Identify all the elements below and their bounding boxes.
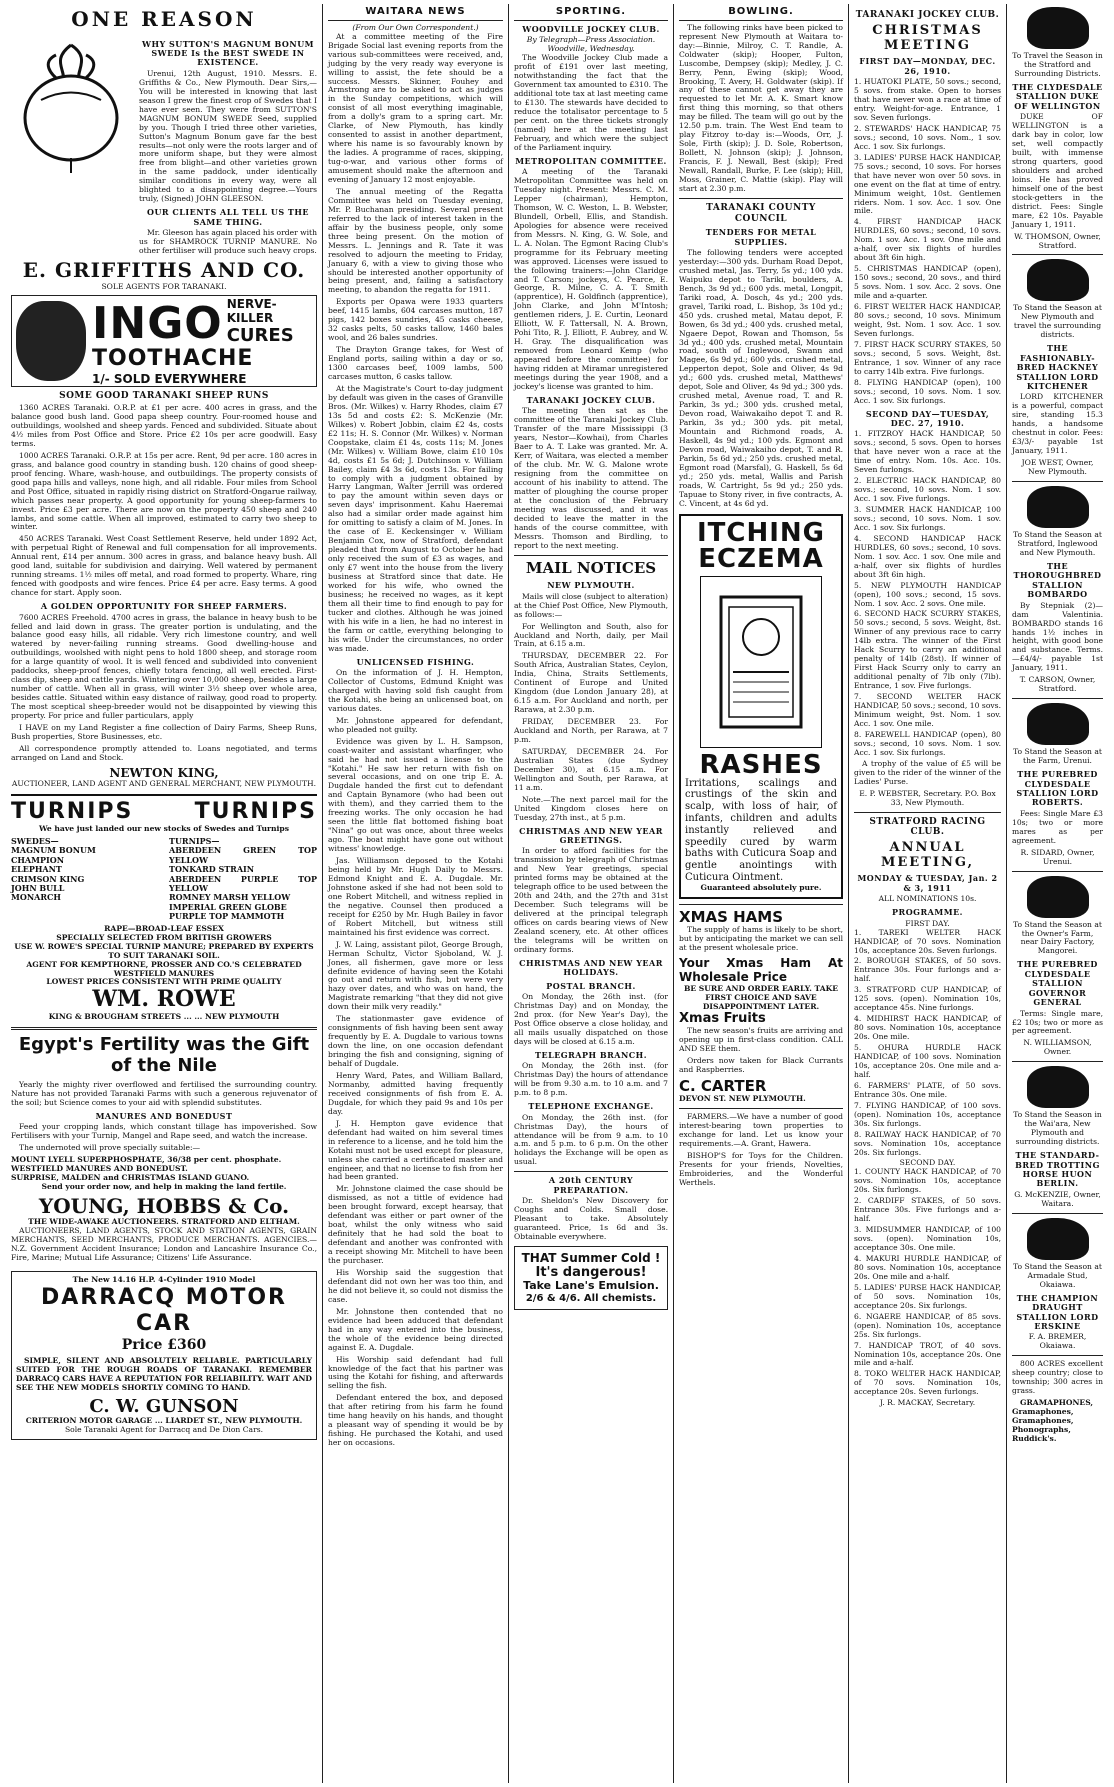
swede-item: JOHN BULL	[11, 883, 65, 893]
column-stallions	[1006, 4, 1108, 1783]
race-entry: 7. SECOND WELTER HACK HANDICAP, 50 sovs.; second, 10 sovs. Minimum weight, 9st. Nom. 1 sov. Acc. 1 sov. One mile.	[854, 692, 1001, 728]
correspondent: (From Our Own Correspondent.)	[352, 22, 479, 32]
mail-item: For Wellington and South, also for Auckland and North, daily, per Mail Train, at 6.15 a.m.	[514, 621, 668, 649]
gramophones-ad: GRAMAPHONES, Gramaphones, Gramaphones, Phonographs, Ruddick's.	[1012, 1398, 1094, 1443]
stud-name: THE CHAMPION DRAUGHT STALLION LORD ERSKINE	[1016, 1292, 1099, 1331]
article-paragraph: On Monday, the 26th inst. (for Christmas Day), the hours of attendance will be from 9 a.m. to 10 a.m. and 5 p.m. to 6 p.m. On the other holidays the Exchange will be open as usual.	[514, 1112, 668, 1167]
article-paragraph: The annual meeting of the Regatta Committee was held on Tuesday evening, Mr. P. Buchanan presiding. Several present referred to the lack of interest taken in the affair by the business people, only some three being present. On the motion of Messrs. L. Jennings and R. Tate it was resolved to adjourn the meeting to Friday, January 6, with a view to giving those who should be interested another opportunity of being present, and, failing a satisfactory meeting, to abandon the regatta for 1911.	[328, 186, 503, 295]
article-paragraph: Evidence was given by L. H. Sampson, coast-waiter and assistant wharfinger, who said he had not issued a license to the "Kotahi." He saw her return with fish on several occasions, and on one trip E. A. Dugdale handed the first cut to defendant and Captain Bynamore (who had been out with them), and they carried them to the freezing works. The only occasion he had seen the little flat bottomed fishing boat "Nina" go out was once, about three weeks ago. The boat might have gone out without witness' knowledge.	[328, 736, 503, 854]
manure-item: SURPRISE, MALDEN and CHRISTMAS ISLAND GUANO.	[11, 1172, 250, 1182]
turnips-tag: We have just landed our new stocks of Swedes and Turnips	[39, 823, 289, 833]
ointment-tin-icon	[701, 577, 821, 747]
horse-icon	[1027, 1218, 1089, 1260]
race-entry: 6. NGAERE HANDICAP, of 85 sovs. (open). Nomination 10s, acceptance 25s. Six furlongs.	[854, 1311, 1001, 1339]
race-entry: 3. LADIES' PURSE HACK HANDICAP, 75 sovs.; second, 10 sovs. For horses that have never won over 50 sovs. in one event on the flat at time of entry. Minimum weight, 10st. Gentlemen riders. Nom. 1 sov. Acc. 1 sov. One mile.	[854, 152, 1001, 216]
run-1000: 1000 ACRES Taranaki. O.R.P. at 15s per acre. Rent, 9d per acre. 180 acres in grass, and balance good country in standing bush. 120 chains of good sheep-proof fencing. Whare, wash-house, and outbuildings. The property consists of good papa hills and valleys, none high, and all ridable. Four miles from School and Post Office, situated in rapidly rising district on Stratford-Ongarue railway, which passes near property. A good opportunity for young sheep-farmers to invest. Price £3 per acre. There are now on the property 450 sheep and 240 lambs, and some cattle. When all improved, estimated to carry two sheep to winter.	[11, 450, 317, 532]
article-paragraph: Mr. Johnstone appeared for defendant, who pleaded not guilty.	[328, 715, 503, 734]
race-entry: 8. FAREWELL HANDICAP (open), 80 sovs.; second, 10 sovs. Nom. 1 sov. Acc. 1 sov. Six furlongs.	[854, 729, 1001, 757]
stud-owner: JOE WEST, Owner, New Plymouth.	[1021, 458, 1094, 477]
egypt-headline: Egypt's Fertility was the Gift of the Nile	[18, 1034, 310, 1077]
swede-item: MAGNUM BONUM	[11, 845, 96, 856]
darracq-body: SIMPLE, SILENT AND ABSOLUTELY RELIABLE. PARTICULARLY SUITED FOR THE ROUGH ROADS OF TARANAKI. REMEMBER DARRACQ CARS HAVE A REPUTATION FOR RELIABILITY. WAIT AND SEE THE NEW MODELS SHORTLY COMING TO HAND.	[16, 1356, 312, 1393]
stud-name: THE STANDARD-BRED TROTTING HORSE HUON BERLIN.	[1015, 1150, 1100, 1189]
sutton-intro: WHY SUTTON'S MAGNUM BONUM SWEDE Is the BEST SWEDE IN EXISTENCE.	[141, 38, 315, 68]
xmas-meeting: CHRISTMAS MEETING	[872, 22, 983, 53]
stud-owner: G. McKENZIE, Owner, Waitara.	[1014, 1189, 1101, 1208]
stud-owner: N. WILLIAMSON, Owner.	[1023, 1038, 1092, 1057]
mail-item: Mails will close (subject to alteration) at the Chief Post Office, New Plymouth, as follows:—	[514, 591, 668, 619]
manure-item: MOUNT LYELL SUPERPHOSPHATE, 36/38 per cent. phosphate.	[11, 1154, 282, 1164]
rowe-manure: USE W. ROWE'S SPECIAL TURNIP MANURE; PREPARED BY EXPERTS TO SUIT TARANAKI SOIL.	[14, 941, 314, 960]
stud-name: THE PUREBRED CLYDESDALE STALLION LORD ROBERTS.	[1016, 769, 1099, 808]
race-entry: 5. CHRISTMAS HANDICAP (open), 150 sovs.; second, 20 sovs., and third 5 sovs. Nom. 1 sov. Acc. 2 sovs. One mile and a-quarter.	[854, 264, 1001, 301]
holidays-heading: CHRISTMAS AND NEW YEAR HOLIDAYS.	[519, 957, 663, 978]
telegraph-heading: TELEGRAPH BRANCH.	[535, 1049, 647, 1060]
all-noms: ALL NOMINATIONS 10s.	[878, 894, 977, 904]
race-entry: 8. FLYING HANDICAP (open), 100 sovs.; second, 10 sovs. Nom. 1 sov. Acc. 1 sov. Six furlongs.	[854, 377, 1001, 405]
ingo-ad	[11, 295, 317, 387]
article-paragraph: On the information of J. H. Hempton, Collector of Customs, Edmund Knight was charged with having sold fish caught from the Kotahi, she being an unlicensed boat, on various dates.	[328, 668, 503, 713]
lanes-emulsion-ad	[514, 1246, 668, 1310]
rape: RAPE—BROAD-LEAF ESSEX	[104, 923, 224, 933]
sporting-heading: SPORTING.	[514, 6, 668, 21]
column-racing	[848, 4, 1006, 1783]
swede-item: ELEPHANT	[11, 864, 62, 875]
cuticura-illustration	[700, 576, 822, 748]
run-7600: 7600 ACRES Freehold. 4700 acres in grass, the balance in heavy bush to be felled and laid down in grass. The greater portion is undulating, and the balance good easy hills, all ridable. Very rich limestone country, and well watered by never-failing running streams. Good dwelling-house and outbuildings, woolshed with night pens to hold 1800 sheep, and storage room for a large quantity of wool. It is well fenced and subdivided into convenient paddocks, sheep-proof fences, chiefly totara fencing, all well erected. First-class dip, sheep and cattle yards. Wintering over 10,000 sheep, besides a large number of cattle. When all in grass, will winter 3½ sheep over whole area, besides cattle. Situated within easy distance of railway, good road to property. The most sceptical sheep-breeder would not be disappointed by viewing this property. For price and fuller particulars, apply	[11, 612, 317, 721]
race-entry: 1. FITZROY HACK HANDICAP, 50 sovs.; second, 5 sovs. Open to horses that have never won a race at the time of entry. Nom. 10s. Acc. 10s. Seven furlongs.	[854, 429, 1001, 475]
article-paragraph: The meeting then sat as the committee of the Taranaki Jockey Club. Transfer of the mare Mississippi (3 years, Nestor—Kowhai), from Charles Baer to A. T. Lake was granted. Mr. A. Kerr, of Waitara, was elected a member of the club. Mr. W. G. Malone wrote resigning from the committee on account of his inability to attend. The matter of ploughing the course proper at the conclusion of the February meeting was discussed, and it was decided to leave the matter in the hands of the course committee, with Messrs. Thomson and Birdling, to report to the next meeting.	[514, 406, 668, 550]
swede-item: CRIMSON KING	[11, 873, 85, 884]
stud-name: THE CLYDESDALE STALLION DUKE OF WELLINGTON	[1012, 81, 1103, 111]
ingo-everywhere: 1/- SOLD EVERYWHERE	[92, 372, 247, 387]
stud-name: THE FASHIONABLY-BRED HACKNEY STALLION LORD KITCHENER	[1016, 343, 1099, 392]
lowest-prices: LOWEST PRICES CONSISTENT WITH PRIME QUALITY	[46, 977, 282, 987]
race-entry: 5. NEW PLYMOUTH HANDICAP (open), 100 sovs.; second, 15 sovs. Nom. 1 sov. Acc. 2 sovs. One mile.	[854, 580, 1001, 608]
mail-place: NEW PLYMOUTH.	[547, 580, 635, 591]
postal-heading: POSTAL BRANCH.	[546, 980, 636, 991]
column-sporting	[508, 4, 673, 1783]
metro-heading: METROPOLITAN COMMITTEE.	[515, 155, 667, 166]
race-entry: 2. STEWARDS' HACK HANDICAP, 75 sovs.; second, 10 sovs. Nom., 1 sov. Acc. 1 sov. Six furlongs.	[854, 123, 1001, 151]
stud-travel: To Stand the Season at the Farm, Urenui.	[1013, 747, 1102, 766]
swede-item: MONARCH	[11, 892, 61, 903]
xmas-greetings-heading: CHRISTMAS AND NEW YEAR GREETINGS.	[519, 825, 663, 846]
article-paragraph: The following rinks have been picked to represent New Plymouth at Waitara to-day:—Binnie, Milroy, C. T. Randle, A. Coldwater (skip); Hooper, Fulton, Luscombe, Dempsey (skip); Medley, J. C. Berry, Penn, Ewing (skip); Wood, Brooking, T. Avery, H. Goldwater (skip). If any of these cannot get away they are requested to let Mr. A. K. Smart know first thing this morning, so that others may be filled. The team will go out by the 12.50 p.m. train. The West End team to play Fitzroy to-day is:—Woods, Orr, J. Sole, Firth (skip); J. D. Sole, Robertson, Bollett, N. Johnson (skip); J. Johnson, Francis, F. J. Newall, Best (skip); Fred Newall, Randall, Burke, F. Lee (skip); Hill, Moss, Grainer, C. Mattie (skip). Play will start at 2.30 p.m.	[679, 22, 843, 193]
race-entry: 1. COUNTY HACK HANDICAP, of 70 sovs. Nomination 10s, acceptance 20s. Six furlongs.	[854, 1167, 1001, 1195]
hams-body: The supply of hams is likely to be short, but by anticipating the market we can sell at the present wholesale price.	[679, 925, 843, 953]
column-bowling	[673, 4, 848, 1783]
woodville-by: By Telegraph—Press Association. Woodville, Wednesday.	[526, 35, 656, 54]
xmas-fruits: Xmas Fruits	[679, 1011, 766, 1027]
race-entry: 8. RAILWAY HACK HANDICAP, of 70 sovs. Nomination 10s, acceptance 20s. Six furlongs.	[854, 1129, 1001, 1157]
golden-opportunity: A GOLDEN OPPORTUNITY FOR SHEEP FARMERS.	[40, 601, 288, 612]
specially: SPECIALLY SELECTED FROM BRITISH GROWERS	[56, 932, 272, 942]
wm-rowe: WM. ROWE	[92, 986, 236, 1013]
race-entry: 4. FIRST HANDICAP HACK HURDLES, 60 sovs.; second, 10 sovs. Nom. 1 sov. Acc. 1 sov. One mile and a-half, over six flights of hurdles about 3ft 6in high.	[854, 217, 1001, 263]
race-entry: 2. CARDIFF STAKES, of 50 sovs. Entrance 30s. Five furlongs and a-half.	[854, 1196, 1001, 1224]
orders-taken: Orders now taken for Black Currants and Raspberries.	[679, 1055, 843, 1074]
race-entry: 6. FARMERS' PLATE, of 50 sovs. Entrance 30s. One mile.	[854, 1080, 1001, 1099]
rashes: RASHES	[699, 749, 823, 780]
bishop-ad: BISHOP'S for Toys for the Children. Presents for your friends, Novelties, Embroideries, and the Wonderful Werthels.	[679, 1151, 843, 1187]
stud-body: LORD KITCHENER is a powerful, compact sire, standing 15.3 hands, a handsome chestnut in color. Fees: £3/3/- payable 1st January, 1911.	[1012, 392, 1103, 456]
article-paragraph: His Worship said the suggestion that defendant did not own her was too thin, and he did not believe it, so could not dismiss the case.	[328, 1268, 503, 1304]
annual-meeting: ANNUAL MEETING,	[880, 839, 974, 871]
src-second-day: SECOND DAY.	[899, 1158, 956, 1168]
stud-owner: F. A. BREMER, Okaiawa.	[1028, 1332, 1087, 1351]
article-paragraph: The Woodville Jockey Club made a profit of £191 over last meeting, notwithstanding the fact that the Government tax amounted to £310. The additional tote tax at last meeting came to £130. The stewards have decided to reduce the totalisator percentage to 5 per cent. on the three tickets strongly (named) here at the meeting last February, and which were the subject of the Parliament inquiry.	[514, 53, 668, 152]
lane-line: Take Lane's Emulsion.	[523, 1279, 659, 1293]
cuticura-ad	[679, 514, 843, 899]
mail-item: Note.—The next parcel mail for the United Kingdom closes here on Tuesday, 27th inst., at 5 p.m.	[514, 794, 668, 822]
wm-rowe-addr: KING & BROUGHAM STREETS ... ... NEW PLYMOUTH	[48, 1012, 280, 1022]
manures-head: MANURES AND BONEDUST	[95, 1110, 233, 1121]
race-entry: 7. HANDICAP TROT, of 40 sovs. Nomination 10s, acceptance 20s. One mile and a-half.	[854, 1340, 1001, 1368]
stud-owner: T. CARSON, Owner, Stratford.	[1019, 675, 1096, 694]
article-paragraph: Exports per Opawa were 1933 quarters beef, 1415 lambs, 604 carcases mutton, 187 pigs, 142 boxes sundries, 45 casks cheese, 32 casks pelts, 50 casks tallow, 1460 bales wool, and 26 bales sundries.	[328, 297, 503, 343]
swede-icon	[11, 40, 131, 175]
egypt-suitable: The undernoted will prove specially suitable:—	[19, 1142, 201, 1152]
griffiths-sub: SOLE AGENTS FOR TARANAKI.	[101, 281, 227, 291]
egypt-feed: Feed your cropping lands, which constant tillage has impoverished. Sow Fertilisers with your Turnip, Mangel and Rape seed, and watch the increase.	[11, 1122, 317, 1140]
horse-icon	[1027, 876, 1089, 918]
race-entry: 3. MIDSUMMER HANDICAP, of 100 sovs. (open). Nomination 10s, acceptance 30s. One mile.	[854, 1225, 1001, 1253]
first-day: FIRST DAY—MONDAY, DEC. 26, 1910.	[859, 56, 996, 76]
stud-owner: W. THOMSON, Owner, Stratford.	[1014, 231, 1101, 250]
article-paragraph: At the Magistrate's Court to-day judgment by default was given in the cases of Granville Bros. (Mr. Wilkes) v. Harry Rhodes, claim £7 13s 5d and costs £2: S. McKenzie (Mr. Wilkes) v. Robert Jobbin, claim £2 4s, costs £2 11s; H. S. Connor (Mr. Wilkes) v. Norman Coopstake, claim £1 4s, costs 11s; M. Jones (Mr. Wilkes) v. William Bowe, claim £10 10s 4d, costs £1 5s 6d; J. Dutchinson v. William Bailey, claim £4 3s 6d, costs 13s. For failing to comply with a judgment obtained by Harry Langman, Walter Jerrill was ordered to pay the amount within seven days or seven days' imprisonment. Kahu Haeremai also had a similar order made against him for omitting to satisfy a claim of M. Jones. In the case of E. Keckensinger v. William Benjamin Cox, now of Stratford, defendant pleaded that from August to October he had only received the sum of £3 as wages, and only £7 went into the house from the livery business at Stratford since that date. He worked for his wife, who owned the business; he received no wages, as it kept them all their time to find enough to pay for tucker and clothes. Although he was joined with his wife in a lien, he had no interest in the farm or cattle, everything belonging to his wife. Under the circumstances, no order was made.	[328, 383, 503, 653]
carter-addr: DEVON ST. NEW PLYMOUTH.	[679, 1094, 806, 1104]
itching: ITCHING	[696, 517, 826, 548]
gunson-sub: Sole Taranaki Agent for Darracq and De Dion Cars.	[64, 1425, 264, 1435]
gleeson-letter: Urenui, 12th August, 1910. Messrs. E. Griffiths & Co., New Plymouth. Dear Sirs,—You will be interested in knowing that last season I grew the finest crop of Swedes that I have ever seen. They were from SUTTON'S MAGNUM BONUM SWEDE Seed, supplied by you. Though I tried three other varieties, Sutton's Magnum Bonum gave far the best results—not only were the roots larger and of more uniform shape, but they were almost free from blight—and other varieties grown in the same paddock, under identically similar conditions in every way, were all blighted to a disappointing degree.—Yours truly, (Signed) JOHN GLEESON.	[139, 68, 317, 204]
turnips-header	[11, 794, 317, 825]
seed-lists	[11, 837, 317, 922]
ingo-name: INGO	[92, 298, 223, 350]
gunson: C. W. GUNSON	[89, 1396, 239, 1418]
swede-item: CHAMPION	[11, 854, 65, 865]
prep-heading: A 20th CENTURY PREPARATION.	[548, 1175, 634, 1195]
sutton-headline: ONE REASON	[71, 7, 257, 31]
turnip-item: ROMNEY MARSH YELLOW	[169, 892, 291, 903]
mail-heading: MAIL NOTICES	[525, 558, 657, 577]
race-entry: 1. HUATOKI PLATE, 50 sovs.; second, 5 sovs. from stake. Open to horses that have never won a race at time of entry. Weight-for-age. Entrance, 1 sov. Seven furlongs.	[854, 77, 1001, 122]
kempthorne: AGENT FOR KEMPTHORNE, PROSSER AND CO.'S CELEBRATED WESTFIELD MANURES	[26, 959, 302, 978]
your-ham: Your Xmas Ham At Wholesale Price	[679, 956, 843, 985]
turnips-list	[169, 837, 317, 922]
runs-title: SOME GOOD TARANAKI SHEEP RUNS	[59, 391, 269, 402]
gleeson-note: Mr. Gleeson has again placed his order with us for SHAMROCK TURNIP MANURE. No other fertiliser will produce such heavy crops.	[139, 228, 317, 255]
darracq-pre: The New 14.16 H.P. 4-Cylinder 1910 Model	[72, 1275, 256, 1285]
second-day: SECOND DAY—TUESDAY, DEC. 27, 1910.	[865, 408, 990, 428]
race-entry: 4. MAKURI HURDLE HANDICAP, of 80 sovs. Nomination 10s, acceptance 20s. One mile and a-half.	[854, 1254, 1001, 1281]
cuticura-guarantee: Guaranteed absolutely pure.	[700, 882, 822, 892]
stud-travel: To Stand the Season at Armadale Stud, Okaiawa.	[1013, 1261, 1102, 1289]
race-entry: 4. MIDHIRST HACK HANDICAP, of 80 sovs. Nomination 10s, acceptance 20s. One mile.	[854, 1014, 1001, 1042]
race-entry: 2. BOROUGH STAKES, of 50 sovs. Entrance 30s. Four furlongs and a-half.	[854, 956, 1001, 984]
race-entry: 1. TAREKI WELTER HACK HANDICAP, of 70 sovs. Nomination 10s, acceptance 20s. Seven furlongs.	[854, 927, 1001, 955]
darracq-ad	[11, 1271, 317, 1440]
article-paragraph: Defendant entered the box, and deposed that after retiring from his farm he found time hang heavily on his hands, and thought a pleasant way of spending it would be by fishing. He purchased the Kotahi, and used her on occasions.	[328, 1393, 503, 1448]
article-paragraph: Mr. Johnstone claimed the case should be dismissed, as not a tittle of evidence had been brought forward, except hearsay, that defendant was either or part owner of the boat, whilst the only witness who said definitely that he had sold the boat to defendant and another was confronted with a receipt showing Mr. Mitchell to have been the purchaser.	[328, 1184, 503, 1266]
turnips-right: TURNIPS	[194, 798, 317, 824]
correspondence: All correspondence promptly attended to. Loans negotiated, and terms arranged on Land and Stock.	[11, 743, 317, 762]
xmas-hams-heading: XMAS HAMS	[679, 907, 784, 926]
carter: C. CARTER	[679, 1076, 767, 1095]
horse-icon	[1027, 486, 1089, 528]
article-paragraph: On Monday, the 26th inst. (for Christmas Day) and on Monday, the 2nd prox. (for New Year's Day), the Post Office observe a close holiday, and all mails usually dispatched on those days will be closed at 6.15 a.m.	[514, 992, 668, 1046]
race-entry: 7. FLYING HANDICAP, of 100 sovs. (open). Nomination 10s, acceptance 30s. Six furlongs.	[854, 1100, 1001, 1128]
column-advertisements	[6, 4, 322, 1783]
unlicensed-heading: UNLICENSED FISHING.	[356, 656, 475, 667]
stud-body: Terms: Single mare, £2 10s; two or more as per agreement.	[1012, 1008, 1103, 1036]
mail-item: FRIDAY, DECEMBER 23. For Auckland and North, per Rarawa, at 7 p.m.	[514, 717, 668, 744]
article-paragraph: Mr. Johnstone then contended that no evidence had been adduced that defendant had in any way entered into the business, the whole of the evidence being directed against E. A. Dugdale.	[328, 1306, 503, 1352]
stud-travel: To Travel the Season in the Stratford and Surrounding Districts.	[1012, 51, 1103, 78]
cuticura-body: Irritations, scalings and crustings of the skin and scalp, with loss of hair, of infants, children and adults instantly relieved and speedily cured by warm baths with Cuticura Soap and gentle anointings with Cuticura Ointment.	[685, 777, 837, 884]
grazing-ad: 800 ACRES excellent sheep country; close to township; 300 acres in grass.	[1012, 1359, 1103, 1396]
swedes-head: SWEDES—	[11, 835, 59, 846]
darracq-title: DARRACQ MOTOR CAR	[41, 1284, 287, 1336]
column-waitara-news	[322, 4, 508, 1783]
swede-illustration	[11, 36, 133, 259]
newton-sub: AUCTIONEER, LAND AGENT AND GENERAL MERCHANT, NEW PLYMOUTH.	[11, 778, 317, 788]
race-entry: 8. TOKO WELTER HACK HANDICAP, of 70 sovs. Nomination 10s, acceptance 20s. Seven furlongs.	[854, 1369, 1001, 1397]
turnip-item: PURPLE TOP MAMMOTH	[169, 911, 285, 922]
send-order: Send your order now, and help in making the land fertile.	[41, 1181, 287, 1191]
race-entry: 3. SUMMER HACK HANDICAP, 100 sovs.; second, 10 sovs. Nom. 1 sov. Acc. 1 sov. Six furlongs.	[854, 505, 1001, 532]
horse-icon	[1027, 1066, 1089, 1108]
stud-name: THE THOROUGHBRED STALLION BOMBARDO	[1013, 560, 1102, 600]
annual-dates: MONDAY & TUESDAY, Jan. 2 & 3, 1911	[857, 873, 998, 893]
programme: PROGRAMME.	[892, 907, 963, 918]
stud-travel: To Stand the Season at New Plymouth and travel the surrounding districts.	[1013, 303, 1102, 340]
stud-body: Fees: Single Mare £3 10s; two or more mares as per agreement.	[1012, 808, 1103, 845]
tjc-ad-heading: TARANAKI JOCKEY CLUB.	[855, 10, 1000, 20]
stud-name: THE PUREBRED CLYDESDALE STALLION GOVERNOR GENERAL	[1017, 959, 1098, 1008]
ingo-toothache: TOOTHACHE	[92, 346, 254, 372]
article-paragraph: The following tenders were accepted yesterday:—300 yds. Durham Road Depot, crushed metal, Jas. Terry, 5s yd.; 100 yds. Waipuku depot to Tariki, boulders, A. Bench, 3s 9d yd.; 600 yds. metal, Longpit, Tariki road, A. Dosch, 4s yd.; 200 yds. gravel, Tariki road, L. Bishop, 3s 10d yd.; 450 yds. crushed metal, Matau depot, F. Bowen, 6s 3d yd.; 400 yds. crushed metal, Ngaere Depot, Rowan and Thomson, 5s 3d yd.; 400 yds. crushed metal, Mountain road, south of Inglewood, Swann and Magee, 6s 9d yd.; 600 yds. crushed metal, Lepperton depot, Sole and Oliver, 4s 9d yd.; 600 yds. crushed metal, Matthews' depot, Sole and Oliver, 4s 9d yd.; 300 yds. crushed metal, Avenue road, T. and R. Parkin, 3s yd.; 300 yds. crushed metal, Devon road, Waiwakaiho depot T. and R. Parkin, 3s yd.; 300 yds. pit metal, Mountain and Richmond roads, A. Haskell, 4s 9d yd.; 100 yds. Egmont and Devon road, Waiwakaiho depot, T. and R. Parkin, 5s 6d yd.; 250 yds. crushed metal, Egmont road (Marsfal), G. Haskell, 5s 6d yd.; 250 yds. metal, Wallis and Parish roads, W. Cartright, 5s 9d yd.; 250 yds. Tapuae to Stony river, in five contracts, A. C. Vincent, at 4s 6d yd.	[679, 248, 843, 508]
race-entry: 6. FIRST WELTER HACK HANDICAP, 80 sovs.; second, 10 sovs. Minimum weight, 9st. Nom. 1 sov. Acc. 1 sov. Seven furlongs.	[854, 302, 1001, 338]
eczema: ECZEMA	[698, 543, 824, 574]
yh-body: AUCTIONEERS, LAND AGENTS, STOCK AND STATION AGENTS, GRAIN MERCHANTS, SEED MERCHANTS, PRODUCE MERCHANTS. AGENCIES.—N.Z. Government Accident Insurance; London and Lancashire Insurance Co., Fire, Marine; Mutual Life Assurance; Citizens' Life Assurance.	[11, 1226, 317, 1263]
tjc-heading: TARANAKI JOCKEY CLUB.	[526, 394, 656, 405]
turnip-item: IMPERIAL GREEN GLOBE	[169, 901, 287, 912]
fruits-body: The new season's fruits are arriving and opening up in first-class condition. CALL AND SEE them.	[679, 1025, 843, 1053]
woodville-heading: WOODVILLE JOCKEY CLUB.	[522, 23, 660, 34]
mail-item: SATURDAY, DECEMBER 24. For Australian States (due Sydney December 30), at 6.15 a.m. For Wellington and South, per Rarawa, at 11 a.m.	[514, 746, 668, 792]
lane-line: 2/6 & 4/6. All chemists.	[525, 1293, 657, 1305]
run-450: 450 ACRES Taranaki. West Coast Settlement Reserve, held under 1892 Act, with perpetual Right of Renewal and full compensation for all improvements. Annual rent, £14 per annum. 300 acres in grass, and balance heavy bush. All good land, suitable for subdivision and dairying. Well watered by permanent running streams. 1½ miles off metal, and road formed to property. Whare, ring fenced with goodposts and wire fences. Price £4 per acre. Easy terms. A good chance for start. Apply soon.	[11, 534, 317, 598]
horse-icon	[1027, 7, 1089, 49]
article-paragraph: J. H. Hempton gave evidence that defendant had waited on him several times in reference to a license, and he told him the Kotahi must not be used except for pleasure, unless she carried a certificated master and engineer, and that no license to fish from her had been granted.	[328, 1118, 503, 1182]
waitara-heading: WAITARA NEWS	[328, 6, 503, 21]
race-entry: 7. FIRST HACK SCURRY STAKES, 50 sovs.; second, 5 sovs. Weight, 8st. Entrance, 1 sov. Winner of any race to carry 14lb extra. Five furlongs.	[854, 339, 1001, 376]
article-paragraph: Henry Ward, Pates, and William Ballard, Normanby, admitted having frequently received consignments of fish from E. A. Dugdale, for which they paid 9s and 10s per day.	[328, 1070, 503, 1116]
ingo-cures: CURES	[226, 324, 294, 346]
stud-travel: To Stand the Season in the Wai'ara, New Plymouth and surrounding districts.	[1013, 1110, 1102, 1147]
lane-line: THAT Summer Cold !	[521, 1250, 661, 1265]
turnips-left: TURNIPS	[11, 798, 134, 824]
run-1360: 1360 ACRES Taranaki. O.R.P. at £1 per acre. 400 acres in grass, and the balance good bush land. Good papa sheep country. Four-roomed house and outbuildings, woolshed and sheep yards. Fenced and subdivided. Situate about 4½ miles from Post Office and Store. Price £2 10s per acre goodwill. Easy terms.	[11, 403, 317, 448]
turnip-item: TONKARD STRAIN	[169, 864, 255, 875]
griffiths-name: E. GRIFFITHS AND CO.	[22, 257, 306, 282]
article-paragraph: The stationmaster gave evidence of consignments of fish having been sent away frequently by E. A. Dugdale to various towns down the line, on one occasion defendant bringing the fish and consigning, signing of behalf of Dugdale.	[328, 1014, 503, 1069]
race-entry: 5. LADIES' PURSE HACK HANDICAP, of 50 sovs. Nomination 10s, acceptance 20s. Six furlongs.	[854, 1282, 1001, 1310]
article-paragraph: Jas. Williamson deposed to the Kotahi being held by Mr. Hugh Daily to Messrs. Edmond Knight and E. A. Dugdale. Mr. Johnstone asked if she had not been sold to one Robert Mitchell, and witness replied in the negative. Counsel then produced a receipt for £250 by Mr. Hugh Bailey in favor of Robert Mitchell, but witness still maintained his first evidence was correct.	[328, 856, 503, 937]
article-paragraph: J. W. Laing, assistant pilot, George Brough, Herman Schultz, Victor Sjoboland, W. J. Jones, all fishermen, gave more or less definite evidence of having seen the Kotahi go out and return with fish, but were very hazy over dates, and who was on hand, the Magistrate remarking "that they did not give down their milk very readily."	[328, 939, 503, 1012]
young-hobbs: YOUNG, HOBBS & Co.	[38, 1193, 290, 1218]
bowling-heading: BOWLING.	[679, 6, 843, 21]
farmers-ad: FARMERS.—We have a number of good interest-bearing town properties to exchange for land. Let us know your requirements.—A. Grant, Hawera.	[679, 1112, 843, 1149]
stud-owner: R. SIDARD, Owner, Urenui.	[1020, 847, 1095, 866]
src-heading: STRATFORD RACING CLUB.	[869, 816, 986, 838]
face-icon	[16, 301, 86, 381]
race-entry: 4. SECOND HANDICAP HACK HURDLES, 60 sovs.; second, 10 sovs. Nom. 1 sov. Acc. 1 sov. One mile and a-half, over six flights of hurdles about 3ft 6in high.	[854, 533, 1001, 579]
gunson-addr: CRITERION MOTOR GARAGE ... LIARDET ST., NEW PLYMOUTH.	[25, 1416, 303, 1426]
webster-signature: E. P. WEBSTER, Secretary. P.O. Box 33, New Plymouth.	[859, 788, 996, 807]
manure-item: WESTFIELD MANURES AND BONEDUST.	[11, 1163, 188, 1173]
race-entry: 3. STRATFORD CUP HANDICAP, of 125 sovs. (open). Nomination 10s, acceptance 45s. Nine furlongs.	[854, 985, 1001, 1013]
stud-travel: To Stand the Season at the Owner's Farm, near Dairy Factory, Mangorei.	[1013, 919, 1102, 956]
prep-body: Dr. Sheldon's New Discovery for Coughs and Colds. Small dose. Pleasant to take. Absolutely guaranteed. Price, 1s 6d and 3s. Obtainable everywhere.	[514, 1196, 668, 1242]
exchange-heading: TELEPHONE EXCHANGE.	[528, 1101, 654, 1112]
stud-travel: To Stand the Season at Stratford, Inglewood and New Plymouth.	[1013, 530, 1102, 557]
race-entry: 6. SECOND HACK SCURRY STAKES, 50 sovs.; second, 5 sovs. Weight, 8st. Winner of any previous race to carry 14lb extra. The winner of the First Hack Scurry to carry an additional penalty of 14lb (28st). If winner of First Hack Scurry only to carry an additional penalty of 7lb only (7lb). Entrance, 1 sov. Five furlongs.	[854, 609, 1001, 691]
trophy-note: A trophy of the value of £5 will be given to the rider of the winner of the Ladies' Purse.	[854, 758, 1001, 786]
horse-icon	[1027, 703, 1089, 745]
article-paragraph: A meeting of the Taranaki Metropolitan Committee was held on Tuesday night. Present: Messrs. C. M. Lepper (chairman), Hempton, Thomson, W. C. Weston, L. B. Webster, Blundell, Orbell, Ellis, and Standish. Apologies for absence were received from Messrs. N. King, G. W. Sole, and L. A. Nolan. The Egmont Racing Club's programme for its February meeting was approved. Licenses were issued to the following trainers:—John Claridge and T. Carson; jockeys, C. Pearce, E. George, R. Milne, C. A. T. Smith (apprentice), H. Goldfinch (apprentice), John Clarke, and John M'Intosh; gentlemen riders, J. E. Curtin, Leonard Elliott, W. F. Tattersall, N. A. Brown, Pohi Tito, R. J. Elliott, F. Aubrey, and W. H. Gray. The disqualification was removed from Leonard Kemp (who appeared before the committee) for having ridden at Miramar unregistered meetings during the year 1908, and a jockey's license was granted to him.	[514, 167, 668, 391]
swedes-list	[11, 837, 159, 922]
land-register: I HAVE on my Land Register a fine collection of Dairy Farms, Sheep Runs, Bush properties, Store Businesses, etc.	[11, 722, 317, 741]
lane-line: It's dangerous!	[535, 1265, 647, 1281]
clients-tell: OUR CLIENTS ALL TELL US THE SAME THING.	[146, 207, 309, 227]
race-entry: 5. OHURA HURDLE HACK HANDICAP, of 100 sovs. Nomination 10s, acceptance 20s. One mile and a-half.	[854, 1043, 1001, 1079]
src-first-day: FIRST DAY.	[905, 918, 950, 928]
mail-item: THURSDAY, DECEMBER 22. For South Africa, Australian States, Ceylon, India, China, Straits Settlements, Continent of Europe and United Kingdom (due London January 28), at 6.15 a.m. For Auckland and north, per Rarawa, at 2.30 p.m.	[514, 651, 668, 715]
stud-body: By Stepniak (2)—dam Valentinia. BOMBARDO stands 16 hands 1½ inches in height, with good bone and substance. Terms.—£4/4/- payable 1st January, 1911.	[1012, 600, 1103, 673]
turnips-head: TURNIPS—	[169, 835, 220, 846]
article-paragraph: The Drayton Grange takes, for West of England ports, sailing within a day or so, 1300 carcases beef, 1009 lambs, 500 carcases mutton, 6 casks tallow.	[328, 345, 503, 382]
tcc-heading: TARANAKI COUNTY COUNCIL	[706, 202, 816, 224]
newton-king: NEWTON KING,	[109, 765, 219, 780]
tenders-heading: TENDERS FOR METAL SUPPLIES.	[705, 227, 817, 247]
article-paragraph: His Worship said defendant had full knowledge of the fact that his partner was using the Kotahi for fishing, and afterwards selling the fish.	[328, 1354, 503, 1391]
article-paragraph: At a committee meeting of the Fire Brigade Social last evening reports from the various sub-committees were received, and, judging by the very ready way everyone is willing to assist, the fete should be a success. Messrs. Skinner, Fouhey and Armstrong are to be asked to act as judges in the Sunday competitions, which will consist of all most everything imaginable, from a dolly's gram to a spring cart. Mr. Clarke, of New Plymouth, has kindly consented to assist in another department, where his name is so favourably known by the ladies. A programme of races, skipping, tug-o-war, and various other forms of amusement should make the afternoon and evening of January 12 most enjoyable.	[328, 31, 503, 184]
ingo-nerve: NERVE-KILLER	[226, 296, 277, 325]
stud-body: DUKE OF WELLINGTON is a dark bay in color, low set, well compactly built, with immense strong quarters, good shoulders and arched loins. He has proved himself one of the best stock-getters in the district. Fees: Single mare, £2 10s. Payable January 1, 1911.	[1012, 112, 1103, 229]
horse-icon	[1027, 259, 1089, 301]
race-entry: 2. ELECTRIC HACK HANDICAP, 80 sovs.; second, 10 sovs. Nom. 1 sov. Acc. 1 sov. Five furlongs.	[854, 476, 1001, 504]
order-early: BE SURE AND ORDER EARLY. TAKE FIRST CHOICE AND SAVE DISAPPOINTMENT LATER.	[683, 983, 839, 1011]
egypt-para: Yearly the mighty river overflowed and fertilised the surrounding country. Nature has not provided Taranaki Farms with such a generous rejuvenator of the soil; but Science comes to your aid with splendid substitutes.	[11, 1079, 317, 1107]
yh-sub: THE WIDE-AWAKE AUCTIONEERS. STRATFORD AND ELTHAM.	[28, 1217, 300, 1227]
sutton-ad	[11, 36, 317, 259]
turnip-item: ABERDEEN GREEN TOP YELLOW	[169, 845, 317, 865]
turnip-item: ABERDEEN PURPLE TOP YELLOW	[169, 873, 317, 893]
article-paragraph: On Monday, the 26th inst. (for Christmas Day) the hours of attendance will be from 9.30 a.m. to 10 a.m. and 7 p.m. to 8 p.m.	[514, 1061, 669, 1098]
mackay-signature: J. R. MACKAY, Secretary.	[879, 1398, 976, 1408]
darracq-price: Price £360	[121, 1336, 207, 1353]
article-paragraph: In order to afford facilities for the transmission by telegraph of Christmas and New Year greetings, special printed forms may be obtained at the telegraph office to be used between the 20th and 24th, and the 27th and 31st December. Such telegrams will be delivered at the principal telegraph offices on cards bearing views of New Zealand scenery, etc. At other offices the telegrams will be written on ordinary forms.	[514, 846, 668, 954]
